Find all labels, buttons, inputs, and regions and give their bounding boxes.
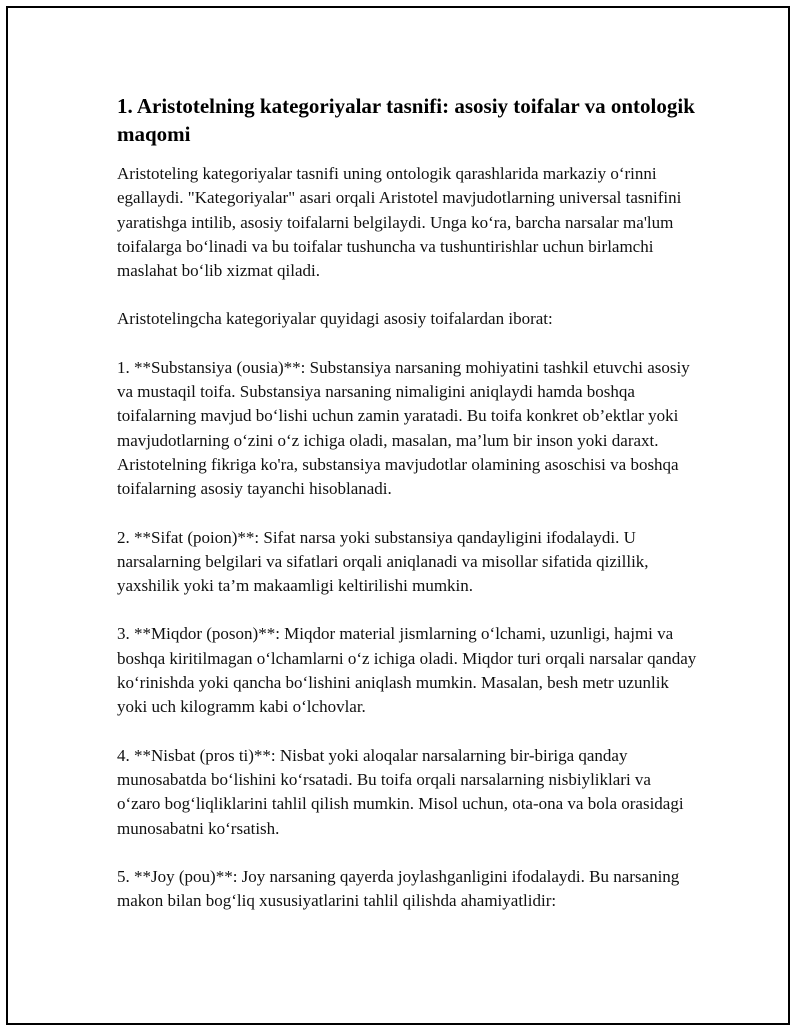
intro-paragraph: Aristoteling kategoriyalar tasnifi uning ontologik qarashlarida markaziy oʻrinni egallaydi. "Kategoriyalar" asari orqali Aristotel mavjudotlarning universal tasnifini yaratishga intilib, asosiy toifalarni belgilaydi. Unga koʻra, barcha narsalar ma'lum toifalarga boʻlinadi va bu toifalar tushuncha va tushuntirishlar uchun birlamchi maslahat boʻlib xizmat qiladi.: [117, 164, 682, 281]
category-sifat-paragraph: 2. **Sifat (poion)**: Sifat narsa yoki substansiya qandayligini ifodalaydi. U narsalarning belgilari va sifatlari orqali aniqlanadi va misollar sifatida qizillik, yaxshilik yoki ta’m makaamligi keltirilishi mumkin.: [117, 527, 649, 596]
category-substansiya-paragraph: 1. **Substansiya (ousia)**: Substansiya narsaning mohiyatini tashkil etuvchi asosiy va mustaqil toifa. Substansiya narsaning nimaligini aniqlaydi hamda boshqa toifalarning mavjud boʻlishi uchun zamin yaratadi. Bu toifa konkret ob’ektlar yoki mavjudotlarning oʻzini oʻz ichiga oladi, masalan, ma’lum bir inson yoki daraxt. Aristotelning fikriga ko'ra, substansiya mavjudotlar olamining asoschisi va boshqa toifalarning asosiy tayanchi hisoblanadi.: [117, 357, 690, 499]
category-joy-paragraph: 5. **Joy (pou)**: Joy narsaning qayerda joylashganligini ifodalaydi. Bu narsaning makon bilan bogʻliq xususiyatlarini tahlil qilishda ahamiyatlidir:: [117, 866, 680, 911]
document-body: [117, 92, 697, 937]
section-heading: 1. Aristotelning kategoriyalar tasnifi: asosiy toifalar va ontologik maqomi: [117, 94, 695, 146]
category-miqdor-paragraph: 3. **Miqdor (poson)**: Miqdor material jismlarning oʻlchami, uzunligi, hajmi va boshqa kiritilmagan oʻlchamlarni oʻz ichiga oladi. Miqdor turi orqali narsalar qanday koʻrinishda yoki qancha boʻlishini aniqlash mumkin. Masalan, besh metr uzunlik yoki uch kilogramm kabi oʻlchovlar.: [117, 624, 697, 717]
category-nisbat-paragraph: 4. **Nisbat (pros ti)**: Nisbat yoki aloqalar narsalarning bir-biriga qanday munosabatda boʻlishini koʻrsatadi. Bu toifa orqali narsalarning nisbiyliklari va oʻzaro bogʻliqliklarini tahlil qilish mumkin. Misol uchun, ota-ona va bola orasidagi munosabatni koʻrsatish.: [117, 745, 684, 838]
list-intro-paragraph: Aristotelingcha kategoriyalar quyidagi asosiy toifalardan iborat:: [117, 309, 553, 329]
